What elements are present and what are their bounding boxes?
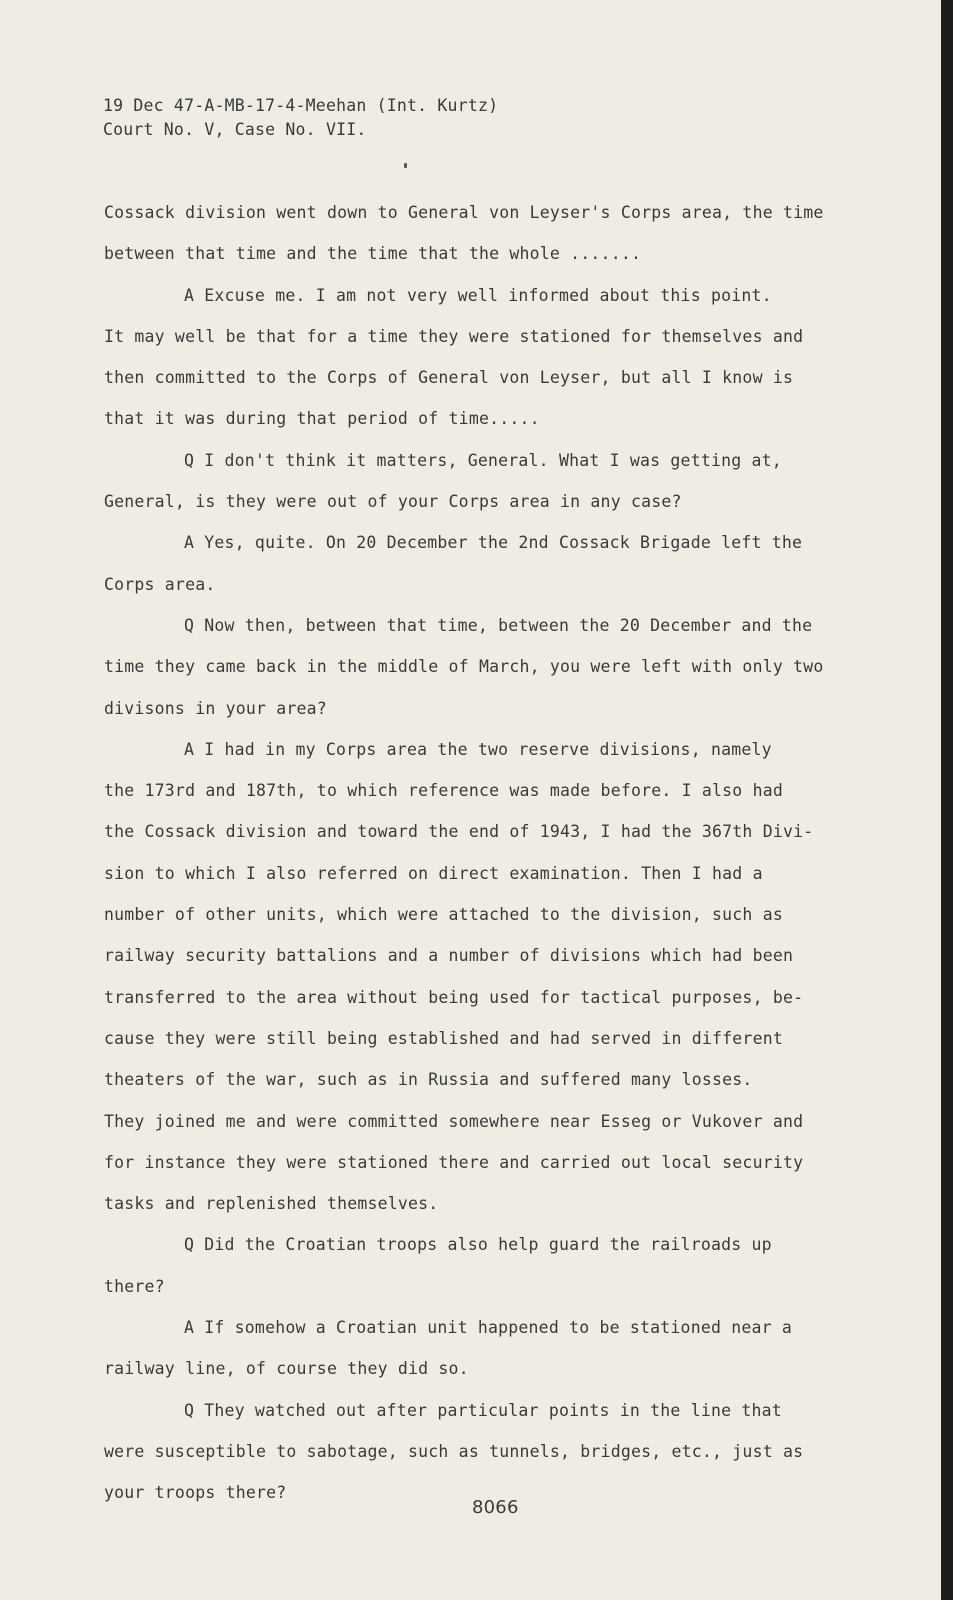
transcript-line: there? (104, 1276, 165, 1296)
transcript-body (104, 192, 849, 1514)
ink-mark (404, 163, 407, 168)
transcript-line: were susceptible to sabotage, such as tunnels, bridges, etc., just as (104, 1441, 804, 1461)
transcript-line: A If somehow a Croatian unit happened to be stationed near a (184, 1318, 793, 1338)
transcript-line: divisons in your area? (104, 698, 327, 718)
transcript-line: Q They watched out after particular points in the line that (184, 1400, 782, 1420)
transcript-line: General, is they were out of your Corps area in any case? (104, 492, 682, 512)
transcript-line: railway security battalions and a number of divisions which had been (104, 946, 794, 966)
page-number: 8066 (472, 1497, 519, 1518)
transcript-line: A I had in my Corps area the two reserve divisions, namely (184, 739, 772, 759)
transcript-line: Cossack division went down to General von Leyser's Corps area, the time (104, 203, 824, 222)
transcript-line: between that time and the time that the whole ....... (104, 244, 642, 264)
transcript-line: your troops there? (104, 1483, 287, 1503)
transcript-line: railway line, of course they did so. (104, 1359, 469, 1379)
transcript-line: theaters of the war, such as in Russia and suffered many losses. (104, 1070, 753, 1090)
transcript-line: A Yes, quite. On 20 December the 2nd Cossack Brigade left the (184, 533, 803, 553)
document-header (103, 94, 498, 142)
transcript-line: Corps area. (104, 574, 216, 594)
transcript-line: Q Now then, between that time, between the 20 December and the (184, 615, 813, 635)
transcript-line: the 173rd and 187th, to which reference was made before. I also had (104, 781, 783, 801)
transcript-line: tasks and replenished themselves. (104, 1194, 439, 1214)
transcript-line: cause they were still being established and had served in different (104, 1028, 783, 1048)
transcript-line: Q I don't think it matters, General. What I was getting at, (184, 450, 782, 470)
transcript-line: It may well be that for a time they were stationed for themselves and (104, 326, 804, 346)
header-reference-line: 19 Dec 47-A-MB-17-4-Meehan (Int. Kurtz) (103, 96, 499, 115)
transcript-line: for instance they were stationed there and carried out local security (104, 1152, 804, 1172)
transcript-line: then committed to the Corps of General von Leyser, but all I know is (104, 368, 794, 388)
transcript-line: Q Did the Croatian troops also help guard the railroads up (184, 1235, 772, 1255)
transcript-line: that it was during that period of time..... (104, 409, 540, 429)
transcript-line: the Cossack division and toward the end of 1943, I had the 367th Divi- (104, 822, 814, 842)
transcript-line: sion to which I also referred on direct examination. Then I had a (104, 863, 763, 883)
transcript-line: transferred to the area without being used for tactical purposes, be- (104, 987, 804, 1007)
transcript-line: They joined me and were committed somewhere near Esseg or Vukover and (104, 1111, 804, 1131)
header-court-line: Court No. V, Case No. VII. (103, 120, 367, 139)
transcript-line: A Excuse me. I am not very well informed about this point. (184, 285, 772, 305)
transcript-line: time they came back in the middle of March, you were left with only two (104, 657, 824, 677)
transcript-line: number of other units, which were attached to the division, such as (104, 905, 783, 925)
